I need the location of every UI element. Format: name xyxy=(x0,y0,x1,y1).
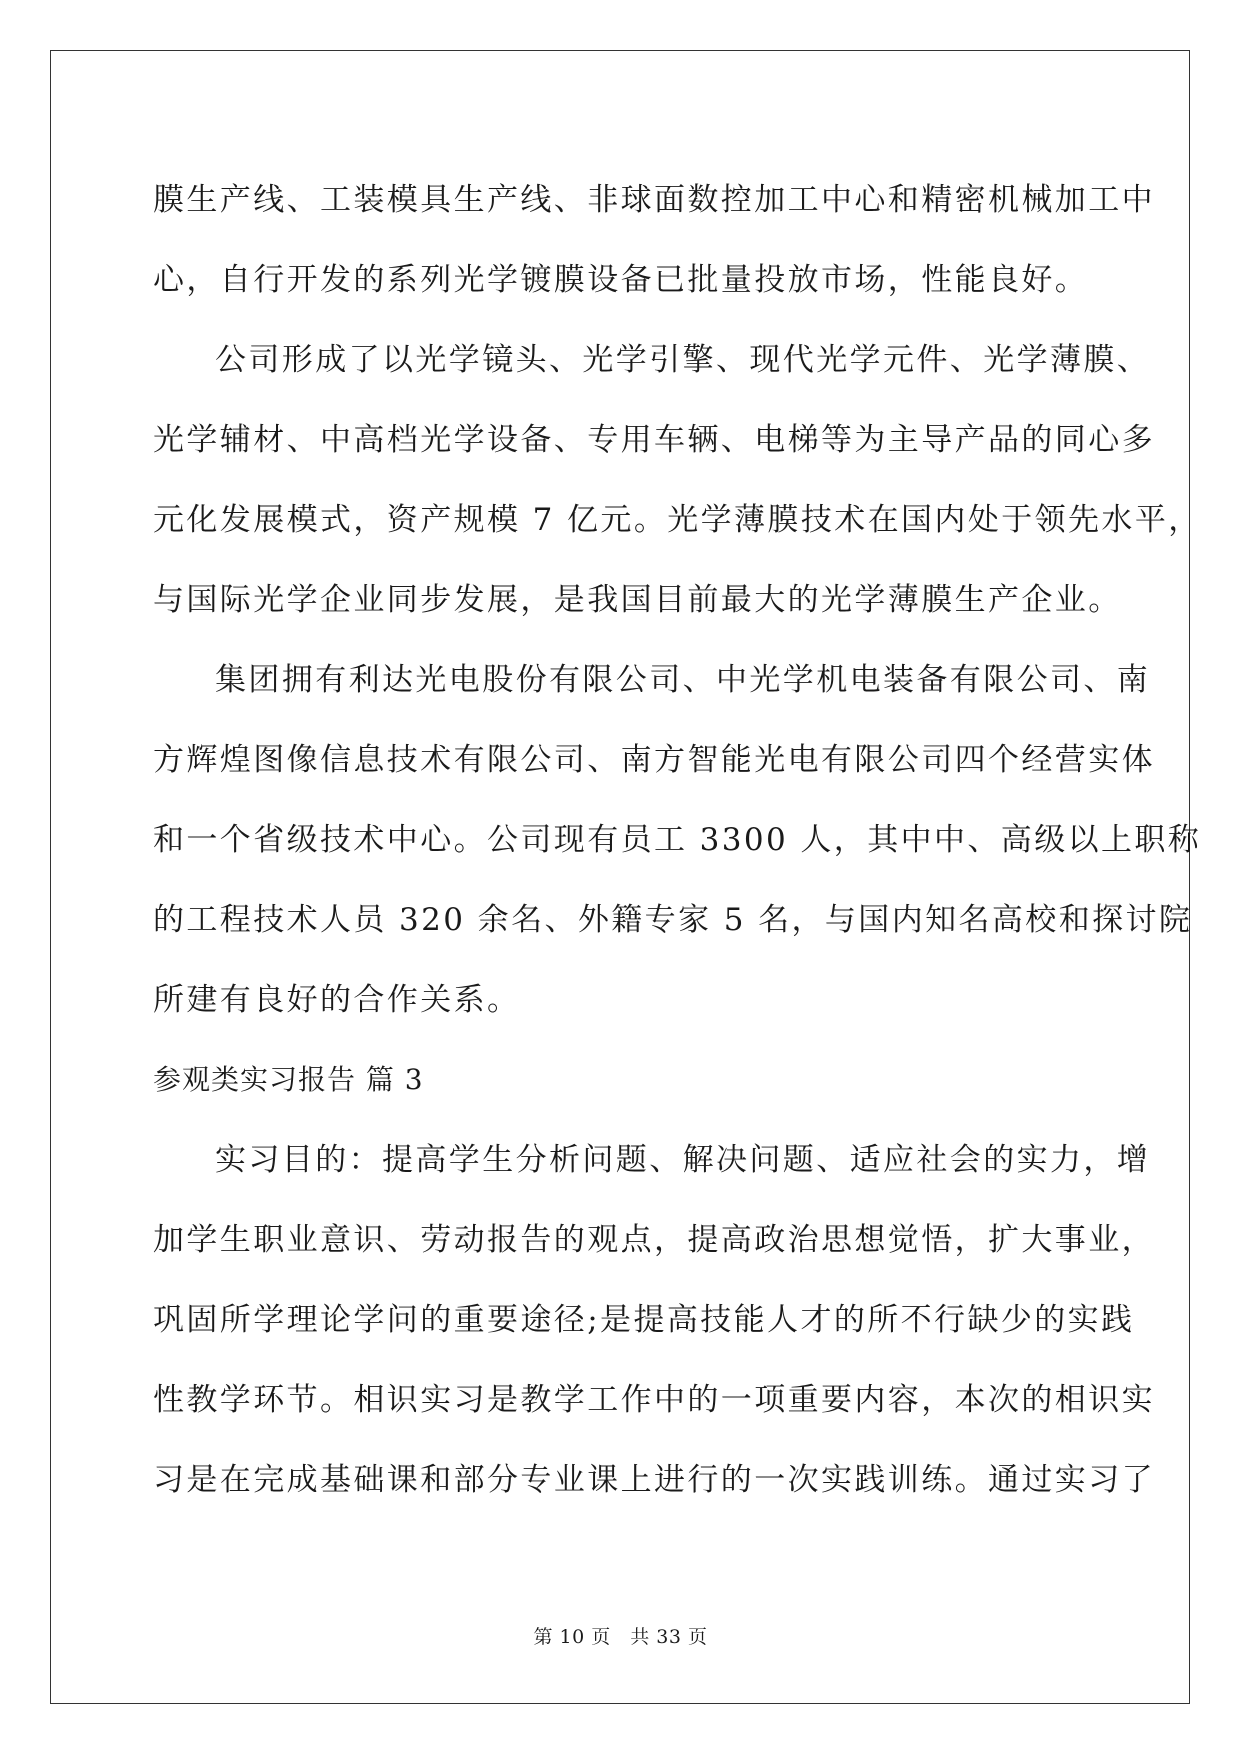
text-line: 性教学环节。相识实习是教学工作中的一项重要内容，本次的相识实 xyxy=(153,1382,1155,1418)
text-line: 与国际光学企业同步发展，是我国目前最大的光学薄膜生产企业。 xyxy=(153,582,1122,618)
text-line: 膜生产线、工装模具生产线、非球面数控加工中心和精密机械加工中 xyxy=(153,182,1155,218)
text-line: 的工程技术人员 320 余名、外籍专家 5 名，与国内知名高校和探讨院 xyxy=(153,902,1193,938)
text-line: 巩固所学理论学问的重要途径;是提高技能人才的所不行缺少的实践 xyxy=(153,1302,1135,1338)
paragraph-start: 实习目的：提高学生分析问题、解决问题、适应社会的实力，增 xyxy=(215,1142,1151,1178)
text-line: 加学生职业意识、劳动报告的观点，提高政治思想觉悟，扩大事业， xyxy=(153,1222,1155,1258)
document-body xyxy=(153,160,1202,1520)
text-line: 光学辅材、中高档光学设备、专用车辆、电梯等为主导产品的同心多 xyxy=(153,422,1155,458)
text-line: 习是在完成基础课和部分专业课上进行的一次实践训练。通过实习了 xyxy=(153,1462,1155,1498)
page-number-footer: 第 10 页 共 33 页 xyxy=(533,1626,708,1648)
paragraph-start: 公司形成了以光学镜头、光学引擎、现代光学元件、光学薄膜、 xyxy=(215,342,1151,378)
section-heading: 参观类实习报告 篇 3 xyxy=(153,1063,424,1096)
text-line: 所建有良好的合作关系。 xyxy=(153,982,521,1018)
text-line: 心，自行开发的系列光学镀膜设备已批量投放市场，性能良好。 xyxy=(153,262,1089,298)
text-line: 方辉煌图像信息技术有限公司、南方智能光电有限公司四个经营实体 xyxy=(153,742,1155,778)
text-line: 和一个省级技术中心。公司现有员工 3300 人，其中中、高级以上职称 xyxy=(153,822,1202,858)
paragraph-start: 集团拥有利达光电股份有限公司、中光学机电装备有限公司、南 xyxy=(215,662,1151,698)
text-line: 元化发展模式，资产规模 7 亿元。光学薄膜技术在国内处于领先水平， xyxy=(153,502,1202,538)
